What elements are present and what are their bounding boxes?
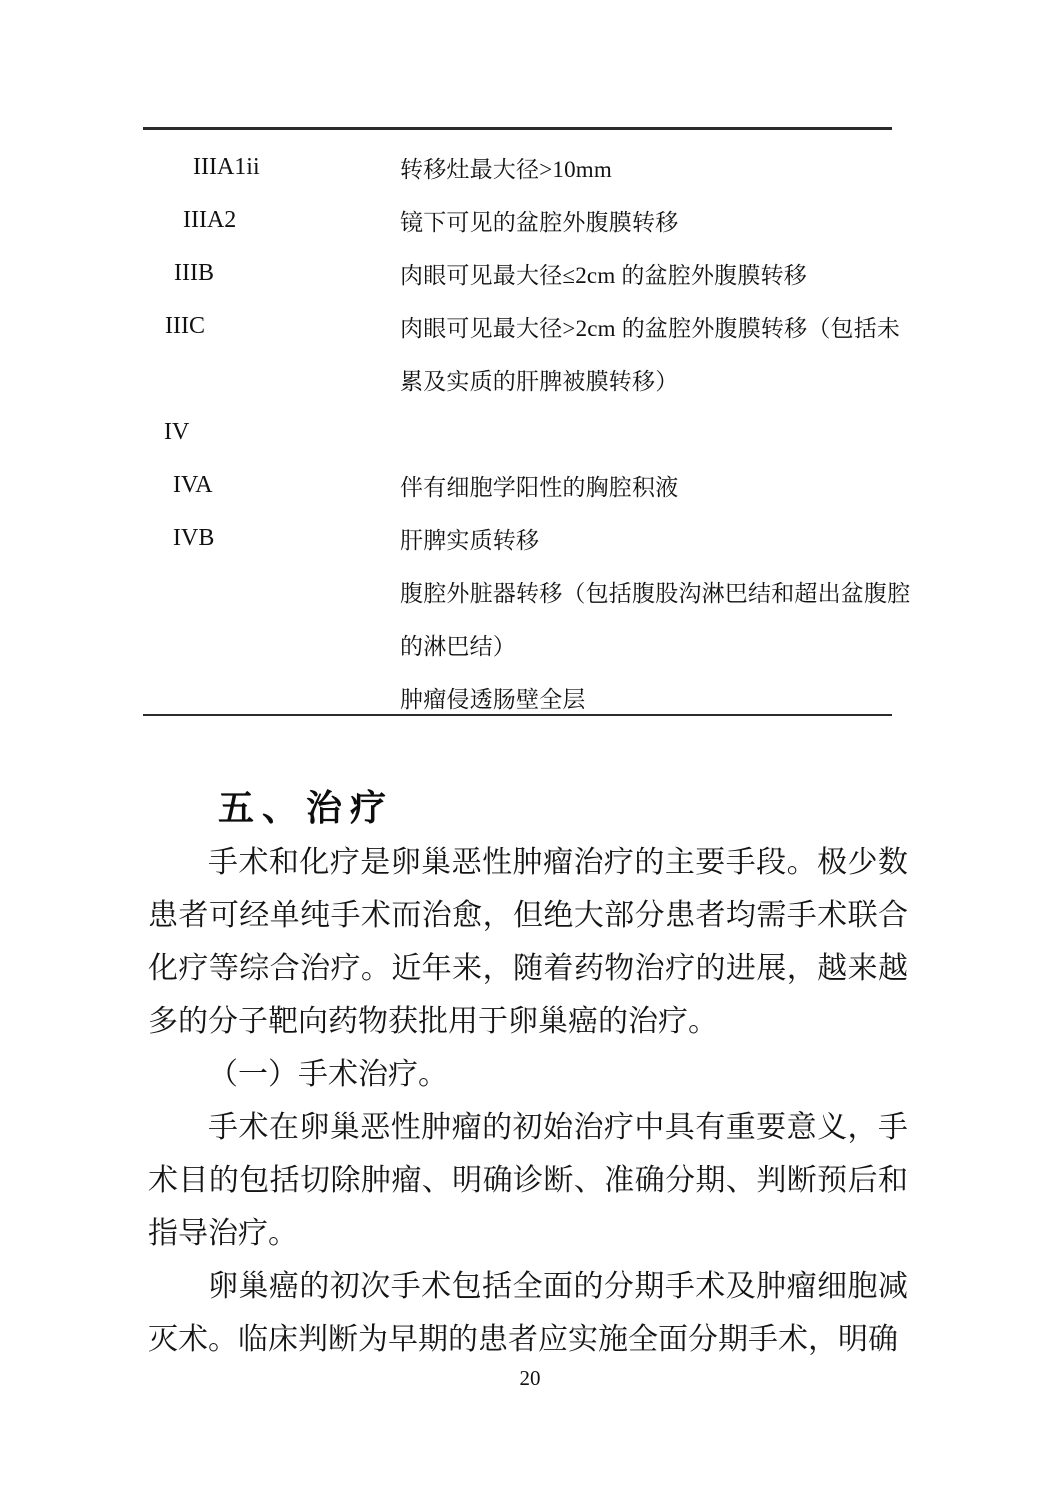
stage-label: IIIC <box>165 313 205 339</box>
treatment-section <box>148 779 908 1366</box>
stage-label: IV <box>164 419 190 445</box>
table-row <box>143 406 892 459</box>
table-row <box>143 141 892 194</box>
table-bottom-rule <box>143 714 892 716</box>
figo-staging-table <box>143 131 911 724</box>
table-row <box>143 565 911 618</box>
section-heading: 五、治疗 <box>218 787 395 828</box>
stage-description: 伴有细胞学阳性的胸腔积液 <box>400 475 679 500</box>
stage-label: IVA <box>173 472 213 498</box>
paragraph-treatment-overview: 手术和化疗是卵巢恶性肿瘤治疗的主要手段。极少数患者可经单纯手术而治愈，但绝大部分患者均需手术联合化疗等综合治疗。近年来，随着药物治疗的进展，越来越多的分子靶向药物获批用于卵巢癌的治疗。 <box>148 846 908 1038</box>
stage-description: 累及实质的肝脾被膜转移） <box>400 369 679 394</box>
subsection-heading-surgery: （一）手术治疗。 <box>208 1058 448 1091</box>
stage-label: IVB <box>173 525 215 551</box>
stage-description: 肝脾实质转移 <box>400 528 540 553</box>
stage-label: IIIA1ii <box>193 154 260 180</box>
stage-description: 肿瘤侵透肠壁全层 <box>400 687 586 712</box>
stage-description: 转移灶最大径>10mm <box>400 157 612 182</box>
stage-description: 腹腔外脏器转移（包括腹股沟淋巴结和超出盆腹腔 <box>400 581 911 606</box>
stage-description: 镜下可见的盆腔外腹膜转移 <box>400 210 679 235</box>
table-row <box>143 512 892 565</box>
table-row <box>143 300 901 353</box>
page-number: 20 <box>519 1366 541 1390</box>
paragraph-initial-surgery: 卵巢癌的初次手术包括全面的分期手术及肿瘤细胞减灭术。临床判断为早期的患者应实施全面分期手术，明确 <box>148 1270 908 1356</box>
stage-label: IIIB <box>174 260 214 286</box>
stage-description: 的淋巴结） <box>400 634 516 659</box>
table-row <box>143 618 892 671</box>
stage-description: 肉眼可见最大径>2cm 的盆腔外腹膜转移（包括未 <box>400 316 901 341</box>
table-row <box>143 247 892 300</box>
table-row <box>143 671 892 724</box>
stage-label: IIIA2 <box>183 207 237 233</box>
table-row <box>143 353 892 406</box>
stage-description: 肉眼可见最大径≤2cm 的盆腔外腹膜转移 <box>400 263 807 288</box>
table-row <box>143 459 892 512</box>
table-top-rule <box>143 127 892 130</box>
table-row <box>143 194 892 247</box>
paragraph-surgery-purpose: 手术在卵巢恶性肿瘤的初始治疗中具有重要意义，手术目的包括切除肿瘤、明确诊断、准确分期、判断预后和指导治疗。 <box>148 1111 908 1250</box>
